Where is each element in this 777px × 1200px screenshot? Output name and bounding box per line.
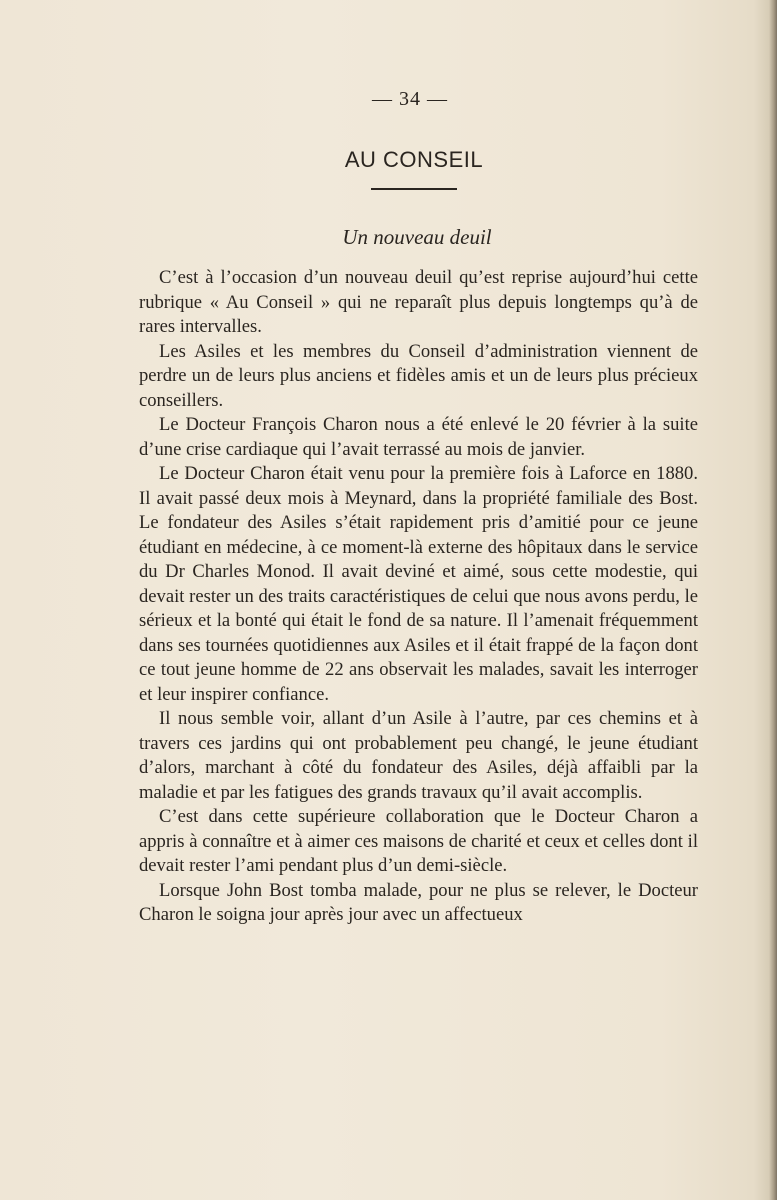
paragraph: Les Asiles et les membres du Conseil d’administration viennent de perdre un de leurs plus anciens et fidèles amis et un de leurs plus précieux conseillers. [139,340,698,411]
paragraph: Lorsque John Bost tomba malade, pour ne plus se relever, le Docteur Charon le soigna jour après jour avec un affectueux [139,879,698,925]
page-edge-shadow [769,0,777,1200]
title-divider [371,188,457,190]
paragraph: C’est dans cette supérieure collaboration que le Docteur Charon a appris à connaître et à aimer ces maisons de charité et ceux et celles dont il devait rester l’ami pendant plus d’un demi-siècle. [139,806,698,876]
page-number: — 34 — [372,88,448,110]
section-title: AU CONSEIL [344,147,484,172]
paragraph: Le Docteur Charon était venu pour la première fois à Laforce en 1880. Il avait passé deux mois à Meynard, dans la propriété familiale des Bost. Le fondateur des Asiles s’était rapidement pris d’amitié pour ce jeune étudiant en médecine, à ce moment-là externe des hôpitaux dans le service du Dr Charles Monod. Il avait deviné et aimé, sous cette modestie, qui devait rester un des traits caractéristiques de celui que nous avons perdu, le sérieux et la bonté qui était le fond de sa nature. Il l’amenait fréquemment dans ses tournées quotidiennes aux Asiles et il était frappé de la façon dont ce tout jeune homme de 22 ans observait les malades, savait les interroger et leur inspirer confiance. [139,463,698,705]
paragraph: Il nous semble voir, allant d’un Asile à l’autre, par ces chemins et à travers ces jardins qui ont probablement peu changé, le jeune étudiant d’alors, marchant à côté du fondateur des Asiles, déjà affaibli par la maladie et par les fatigues des grands travaux qu’il avait accomplis. [139,708,698,803]
paragraph: Le Docteur François Charon nous a été enlevé le 20 février à la suite d’une crise cardiaque qui l’avait terrassé au mois de janvier. [139,414,698,460]
article-subtitle: Un nouveau deuil [342,225,492,249]
article-body [139,266,698,928]
paragraph: C’est à l’occasion d’un nouveau deuil qu’est reprise aujourd’hui cette rubrique « Au Conseil » qui ne reparaît plus depuis longtemps qu’à de rares intervalles. [139,267,698,337]
